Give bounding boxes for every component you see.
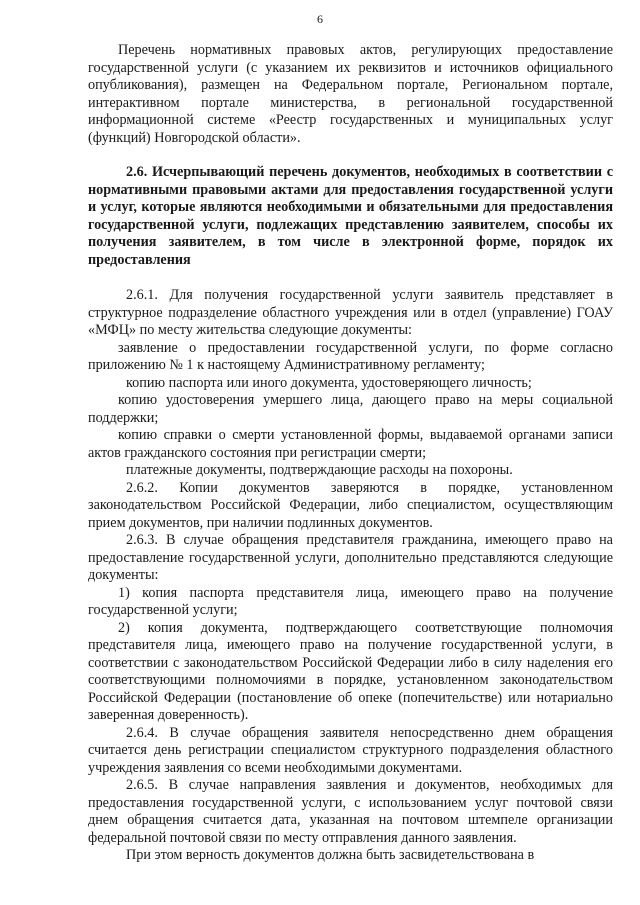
section-heading-2-6: 2.6. Исчерпывающий перечень документов, необходимых в соответствии с нормативными правовыми актами для предоставления государственной услуги и услуг, которые являются необходимыми и обязательными для предоставления государственной услуги, подлежащих представлению заявителем, способы их получения заявителем, в том числе в электронной форме, порядок их предоставления	[88, 164, 613, 268]
list-item-death-certificate: копию справки о смерти установленной формы, выдаваемой органами записи актов гражданского состояния при регистрации смерти;	[88, 427, 613, 461]
paragraph-2-6-5: 2.6.5. В случае направления заявления и документов, необходимых для предоставления государственной услуги, с использованием услуг почтовой связи днем обращения считается дата, указанная на почтовом штемпеле организации федеральной почтовой связи по месту отправления данного заявления.	[88, 777, 613, 846]
list-item-passport: копию паспорта или иного документа, удостоверяющего личность;	[126, 374, 532, 391]
list-item-representative-authority: 2) копия документа, подтверждающего соответствующие полномочия представителя лица, имеющего право на получение государственной услуги, в соответствии с законодательством Российской Федерации либо в силу наделения его соответствующими полномочиями в порядке, установленном законодательством Российской Федерации (постановление об опеке (попечительстве) или нотариально заверенная доверенность).	[88, 619, 613, 723]
document-body	[88, 42, 613, 865]
page-number: 6	[317, 12, 323, 26]
paragraph-intro: Перечень нормативных правовых актов, регулирующих предоставление государственной услуги (с указанием их реквизитов и источников официального опубликования), размещен на Федеральном портале, Региональном портале, интерактивном портале министерства, в региональной государственной информационной системе «Реестр государственных и муниципальных услуг (функций) Новгородской области».	[88, 42, 613, 146]
paragraph-last: При этом верность документов должна быть засвидетельствована в	[126, 847, 535, 863]
paragraph-2-6-1: 2.6.1. Для получения государственной услуги заявитель представляет в структурное подразделение областного учреждения или в отдел (управление) ГОАУ «МФЦ» по месту жительства следующие документы:	[88, 287, 613, 338]
paragraph-2-6-4: 2.6.4. В случае обращения заявителя непосредственно днем обращения считается день регистрации специалистом структурного подразделения областного учреждения заявления со всеми необходимыми документами.	[88, 724, 613, 776]
list-item-payment-documents: платежные документы, подтверждающие расходы на похороны.	[126, 462, 513, 478]
list-item-representative-passport: 1) копия паспорта представителя лица, имеющего право на получение государственной услуги;	[88, 584, 613, 618]
paragraph-2-6-2: 2.6.2. Копии документов заверяются в порядке, установленном законодательством Российской Федерации, либо специалистом, осуществляющим прием документов, при наличии подлинных документов.	[88, 479, 613, 531]
list-item-application: заявление о предоставлении государственной услуги, по форме согласно приложению № 1 к настоящему Административному регламенту;	[88, 339, 613, 373]
list-item-id-deceased: копию удостоверения умершего лица, дающего право на меры социальной поддержки;	[88, 392, 613, 426]
paragraph-2-6-3: 2.6.3. В случае обращения представителя гражданина, имеющего право на предоставление государственной услуги, дополнительно представляются следующие документы:	[88, 532, 613, 583]
